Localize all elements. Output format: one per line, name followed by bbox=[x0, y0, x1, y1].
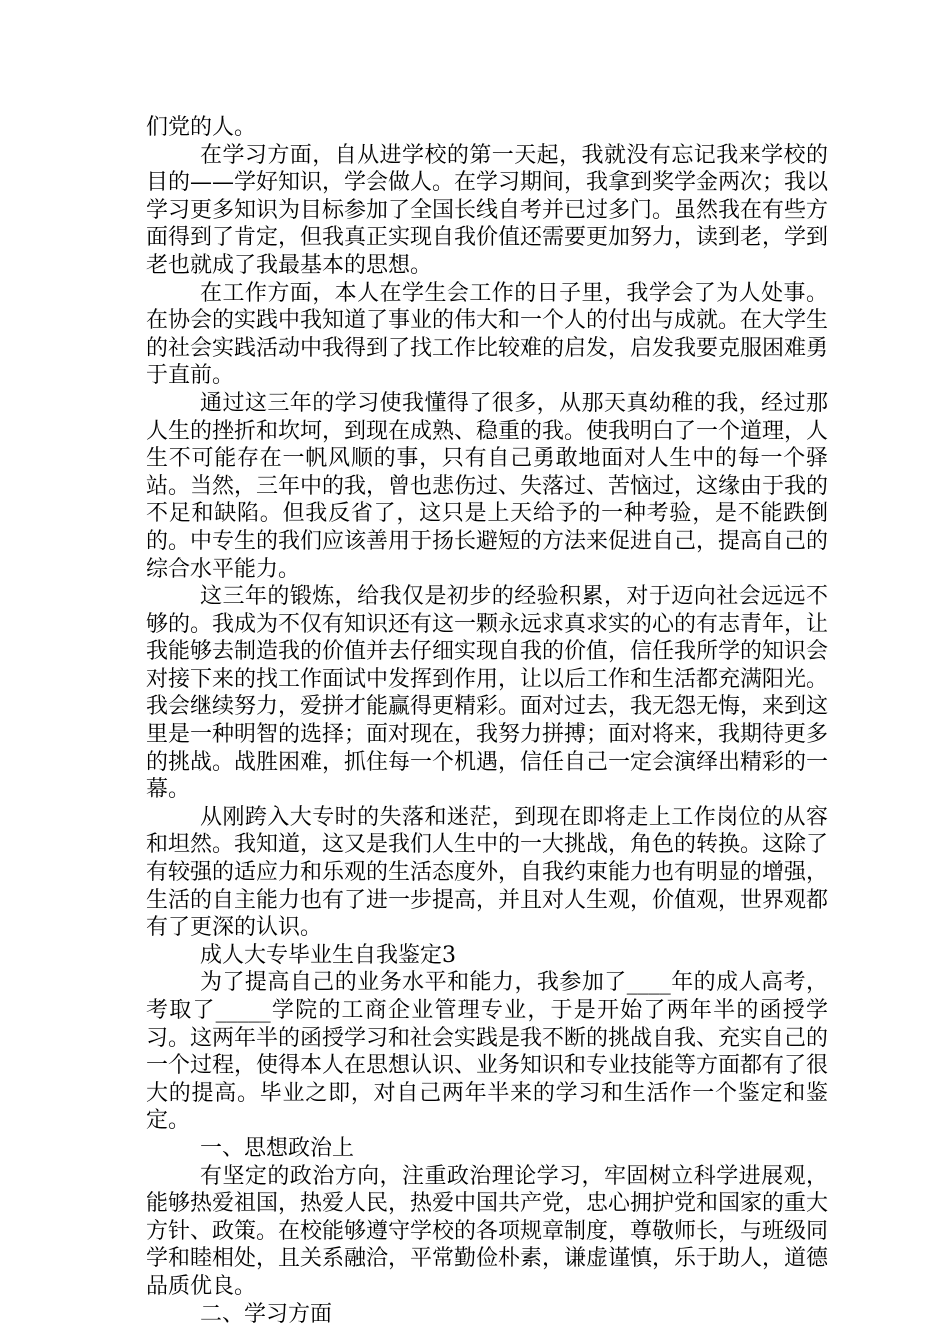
paragraph-transition: 从刚跨入大专时的失落和迷茫，到现在即将走上工作岗位的从容和坦然。我知道，这又是我们人生中的一大挑战，角色的转换。这除了有较强的适应力和乐观的生活态度外，自我约束能力也有明显的增强，生活的自主能力也有了进一步提高，并且对人生观，价值观，世界观都有了更深的认识。 bbox=[146, 804, 829, 941]
paragraph-intro: 为了提高自己的业务水平和能力，我参加了____年的成人高考，考取了_____学院的工商企业管理专业，于是开始了两年半的函授学习。这两年半的函授学习和社会实践是我不断的挑战自我、充实自己的一个过程，使得本人在思想认识、业务知识和专业技能等方面都有了很大的提高。毕业之即，对自己两年半来的学习和生活作一个鉴定和鉴定。 bbox=[146, 970, 829, 1134]
heading-study: 二、学习方面 bbox=[200, 1301, 333, 1327]
paragraph-training: 这三年的锻炼，给我仅是初步的经验积累，对于迈向社会远远不够的。我成为不仅有知识还有这一颗永远求真求实的心的有志青年，让我能够去制造我的价值并去仔细实现自我的价值，信任我所学的知识会对接下来的找工作面试中发挥到作用，让以后工作和生活都充满阳光。我会继续努力，爱拼才能赢得更精彩。面对过去，我无怨无悔，来到这里是一种明智的选择；面对现在，我努力拼搏；面对将来，我期待更多的挑战。战胜困难，抓住每一个机遇，信任自己一定会演绎出精彩的一幕。 bbox=[146, 584, 829, 803]
document-page bbox=[146, 114, 828, 1328]
paragraph-growth: 通过这三年的学习使我懂得了很多，从那天真幼稚的我，经过那人生的挫折和坎坷，到现在成熟、稳重的我。使我明白了一个道理，人生不可能存在一帆风顺的事，只有自己勇敢地面对人生中的每一个驿站。当然，三年中的我，曾也悲伤过、失落过、苦恼过，这缘由于我的不足和缺陷。但我反省了，这只是上天给予的一种考验，是不能跌倒的。中专生的我们应该善用于扬长避短的方法来促进自己，提高自己的综合水平能力。 bbox=[146, 390, 829, 582]
paragraph-work: 在工作方面，本人在学生会工作的日子里，我学会了为人处事。在协会的实践中我知道了事业的伟大和一个人的付出与成就。在大学生的社会实践活动中我得到了找工作比较难的启发，启发我要克服困难勇于直前。 bbox=[146, 280, 829, 389]
paragraph-politics: 有坚定的政治方向，注重政治理论学习，牢固树立科学进展观，能够热爱祖国，热爱人民，热爱中国共产党，忠心拥护党和国家的重大方针、政策。在校能够遵守学校的各项规章制度，尊敬师长，与班级同学和睦相处，且关系融洽，平常勤俭朴素，谦虚谨慎，乐于助人，道德品质优良。 bbox=[146, 1163, 829, 1299]
heading-politics: 一、思想政治上 bbox=[200, 1135, 355, 1161]
paragraph-continuation: 们党的人。 bbox=[146, 115, 257, 140]
section-title: 成人大专毕业生自我鉴定3 bbox=[200, 942, 456, 968]
paragraph-study: 在学习方面，自从进学校的第一天起，我就没有忘记我来学校的目的——学好知识，学会做人。在学习期间，我拿到奖学金两次；我以学习更多知识为目标参加了全国长线自考并已过多门。虽然我在有些方面得到了肯定，但我真正实现自我价值还需要更加努力，读到老，学到老也就成了我最基本的思想。 bbox=[146, 142, 829, 278]
